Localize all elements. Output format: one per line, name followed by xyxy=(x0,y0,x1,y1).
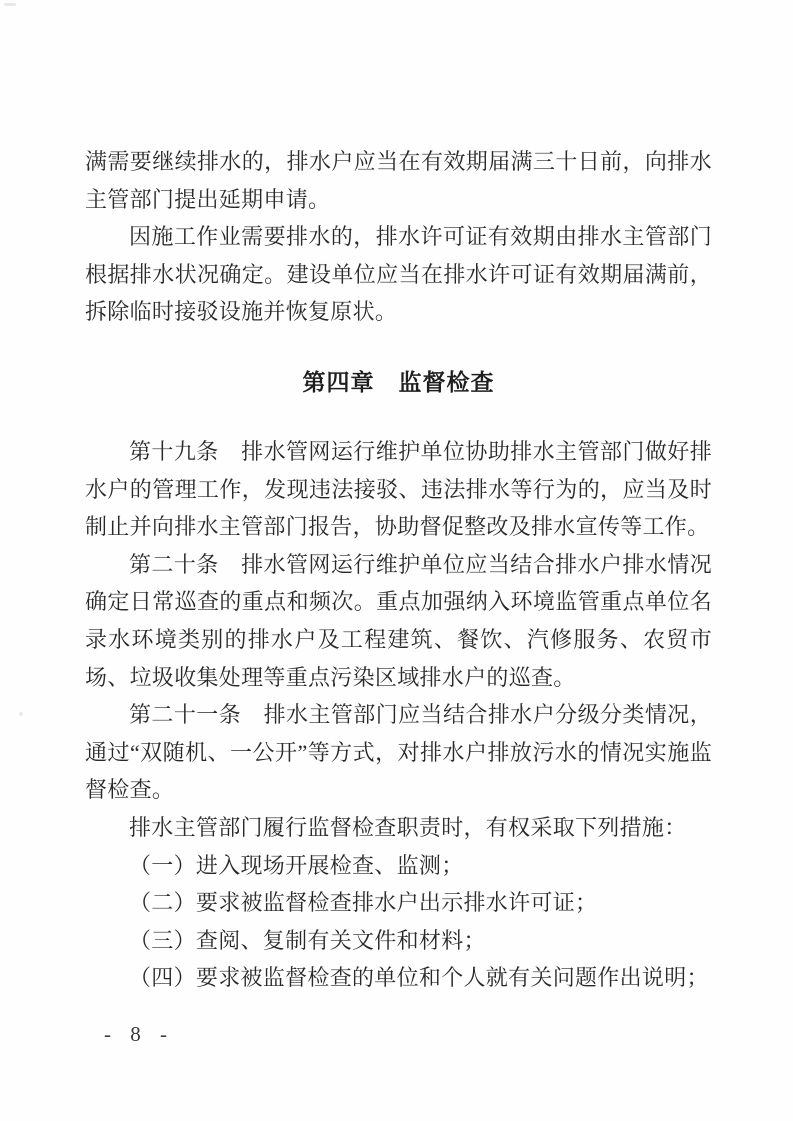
page-footer xyxy=(104,1022,174,1047)
list-item-measure-4: （四）要求被监督检查的单位和个人就有关问题作出说明； xyxy=(129,965,709,991)
paragraph-article-20: 第二十条 排水管网运行维护单位应当结合排水户排水情况确定日常巡查的重点和频次。重点加强纳入环境监管重点单位名录水环境类别的排水户及工程建筑、餐饮、汽修服务、农贸市场、垃圾收集处理等重点污染区域排水户的巡查。 xyxy=(85,551,712,690)
paragraph-article-19: 第十九条 排水管网运行维护单位协助排水主管部门做好排水户的管理工作，发现违法接驳、违法排水等行为的，应当及时制止并向排水主管部门报告，协助督促整改及排水宣传等工作。 xyxy=(85,438,712,540)
list-item-measure-2: （二）要求被监督检查排水户出示排水许可证； xyxy=(129,890,598,916)
chapter-heading: 第四章 监督检查 xyxy=(302,369,495,395)
paragraph-article-21: 第二十一条 排水主管部门应当结合排水户分级分类情况，通过“双随机、一公开”等方式，对排水户排放污水的情况实施监督检查。 xyxy=(85,702,712,803)
page-number: - 8 - xyxy=(104,1022,174,1046)
list-item-measure-1: （一）进入现场开展检查、监测； xyxy=(129,852,464,878)
measures-list xyxy=(85,847,712,997)
scan-artifact xyxy=(19,712,23,716)
paragraph-permit-renewal: 满需要继续排水的，排水户应当在有效期届满三十日前，向排水主管部门提出延期申请。 xyxy=(85,149,712,212)
paragraph-measures-intro: 排水主管部门履行监督检查职责时，有权采取下列措施： xyxy=(129,814,687,840)
list-item-measure-3: （三）查阅、复制有关文件和材料； xyxy=(129,927,486,953)
paragraph-construction-drainage: 因施工作业需要排水的，排水许可证有效期由排水主管部门根据排水状况确定。建设单位应当在排水许可证有效期届满前，拆除临时接驳设施并恢复原状。 xyxy=(85,224,712,325)
document-body xyxy=(85,143,712,997)
scan-artifact xyxy=(4,3,16,6)
